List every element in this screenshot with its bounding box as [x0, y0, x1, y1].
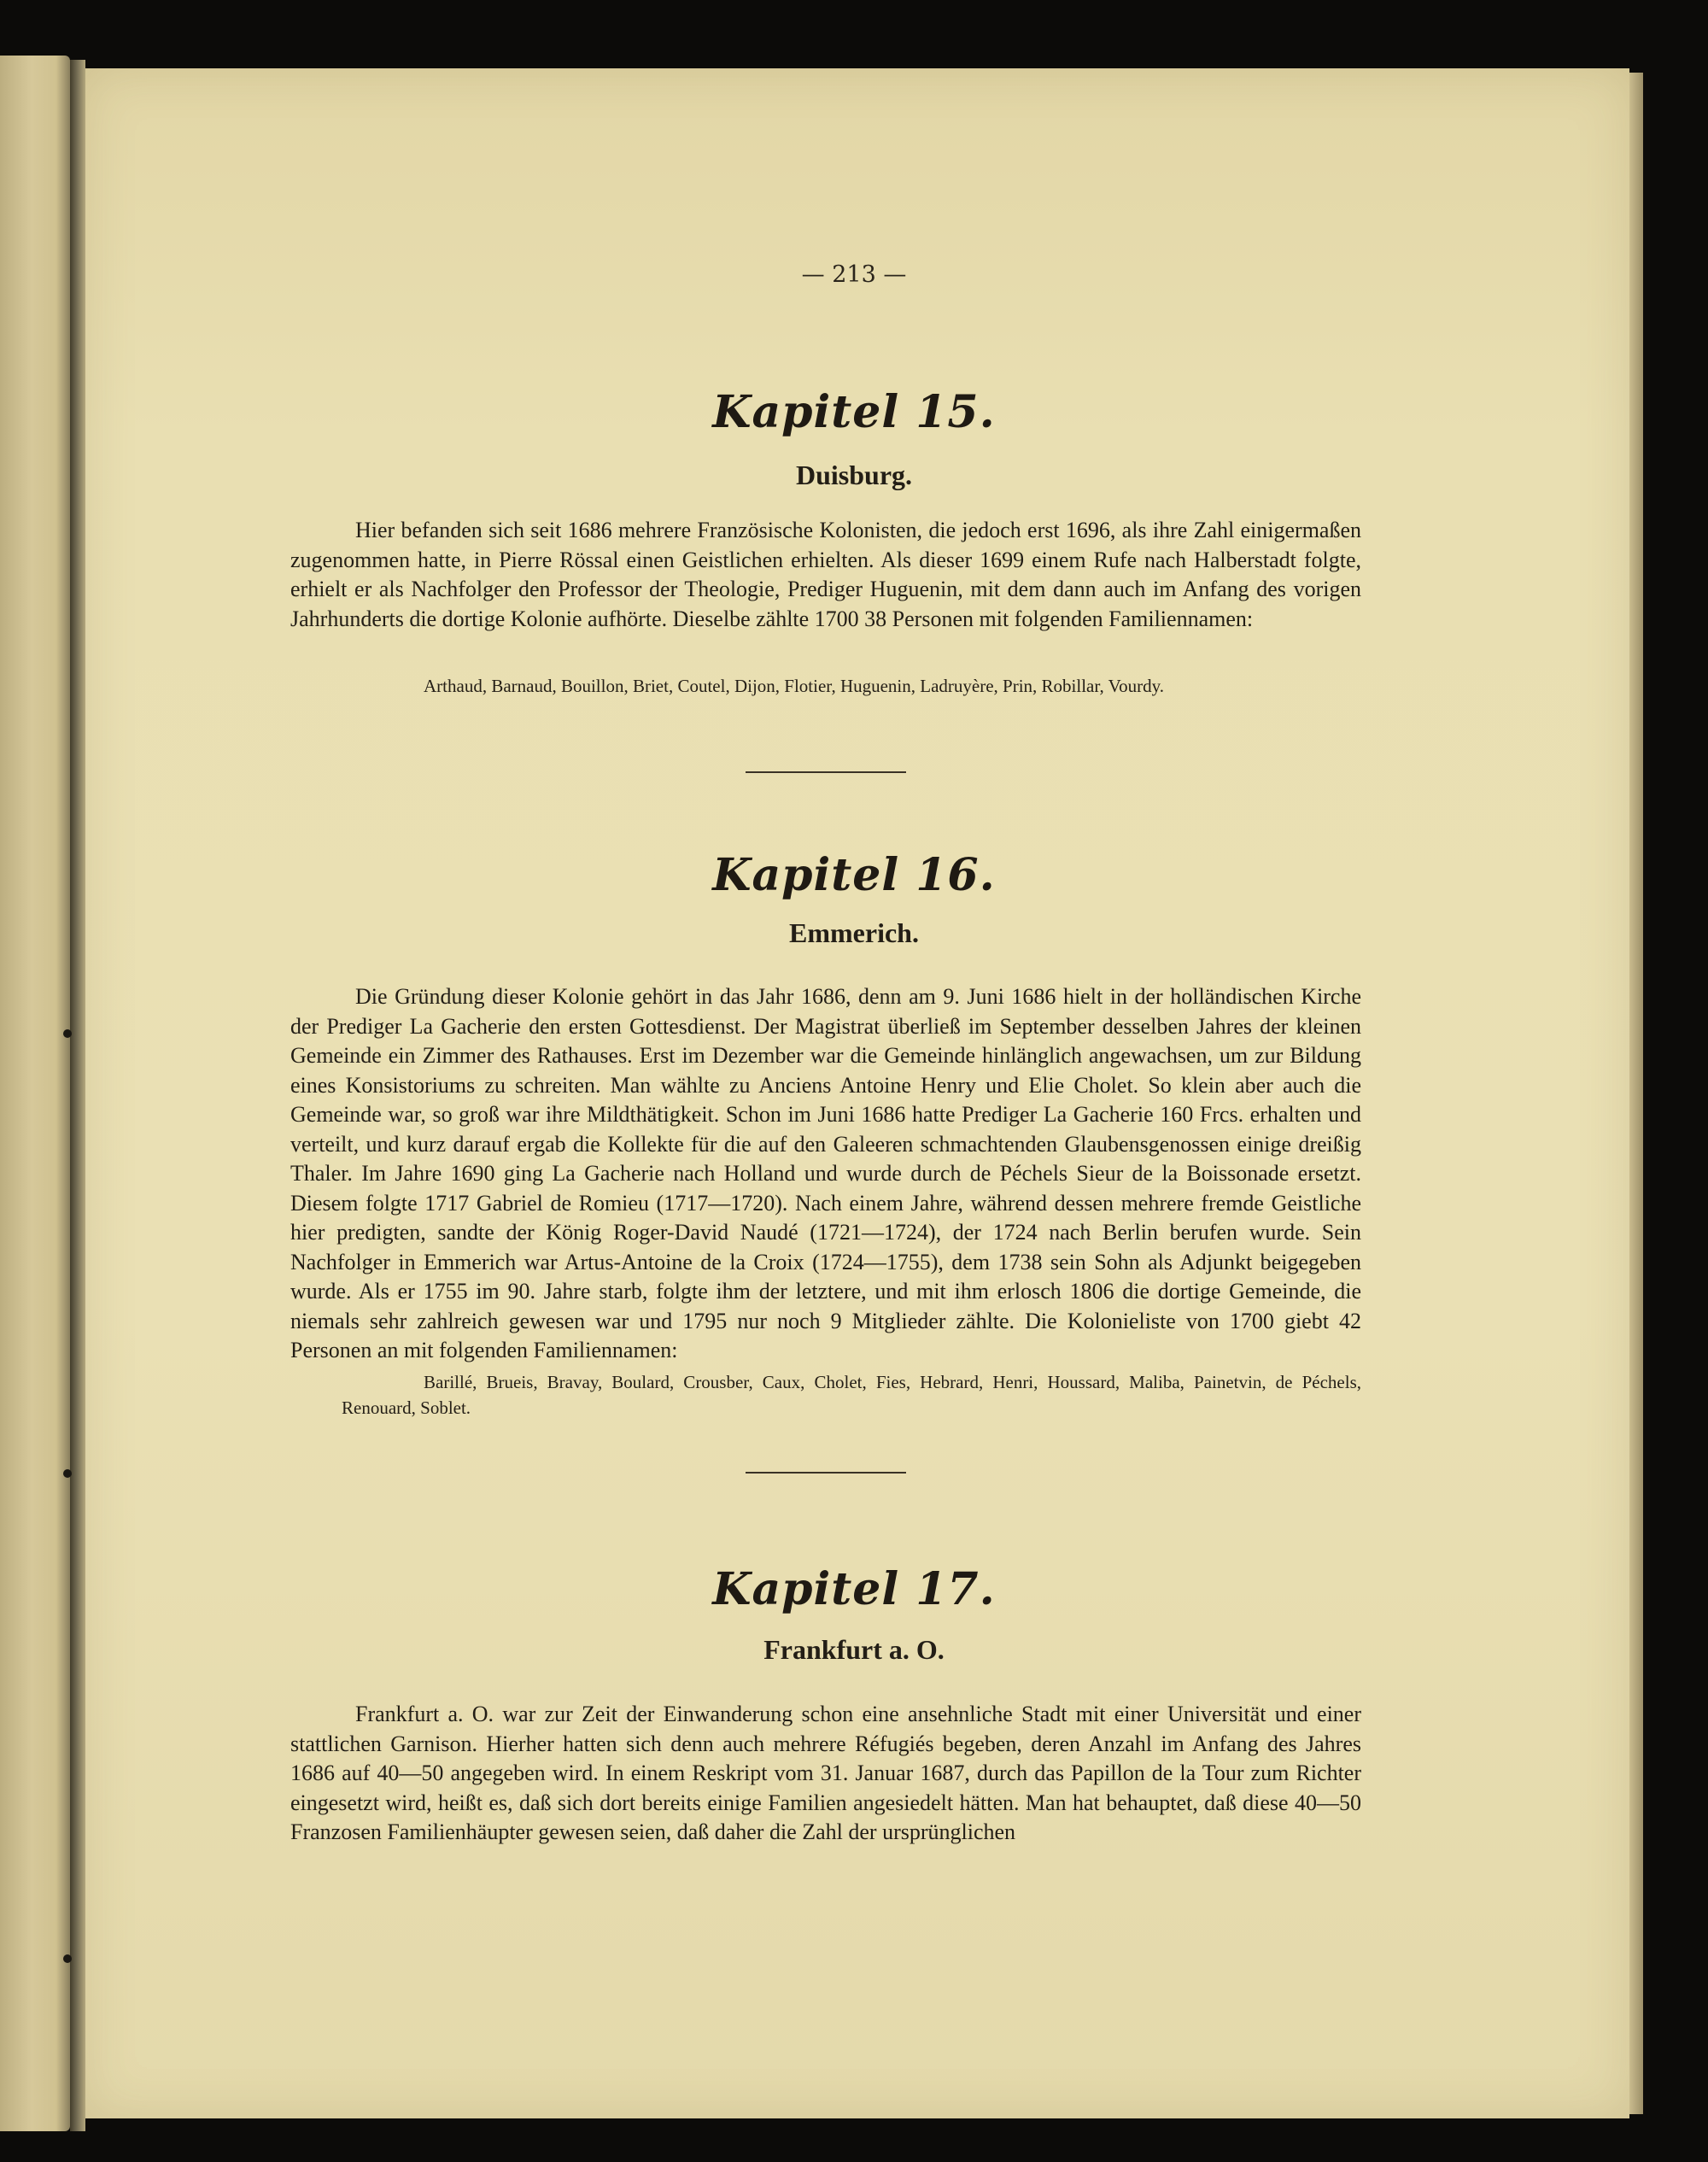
left-page-edge	[0, 56, 70, 2131]
chapter-16-body: Die Gründung dieser Kolonie gehört in das Jahr 1686, denn am 9. Juni 1686 hielt in der holländischen Kirche der Prediger La Gacherie den ersten Gottesdienst. Der Magistrat überließ im September desselben Jahres der kleinen Gemeinde ein Zimmer des Rathauses. Erst im Dezember war die Gemeinde hinlänglich angewachsen, um zur Bildung eines Konsistoriums zu schreiten. Man wählte zu Anciens Antoine Henry und Elie Cholet. So klein aber auch die Gemeinde war, so groß war ihre Mildthätigkeit. Schon im Juni 1686 hatte Prediger La Gacherie 160 Frcs. erhalten und verteilt, und kurz darauf ergab die Kollekte für die auf den Galeeren schmachtenden Glaubensgenossen einige dreißig Thaler. Im Jahre 1690 ging La Gacherie nach Holland und wurde durch de Péchels Sieur de la Boissonade ersetzt. Diesem folgte 1717 Gabriel de Romieu (1717—1720). Nach einem Jahre, während dessen mehrere fremde Geistliche hier predigten, sandte der König Roger-David Naudé (1721—1724), der 1724 nach Berlin berufen wurde. Sein Nachfolger in Emmerich war Artus-Antoine de la Croix (1724—1755), dem 1738 sein Sohn als Adjunkt beigegeben wurde. Als er 1755 im 90. Jahre starb, folgte ihm der letztere, und mit ihm erlosch 1806 die dortige Gemeinde, die niemals sehr zahlreich gewesen war und 1795 nur noch 9 Mitglieder zählte. Die Kolonieliste von 1700 giebt 42 Personen an mit folgenden Familiennamen:	[290, 984, 1361, 1362]
book-gutter	[70, 60, 85, 2131]
chapter-16-title: Kapitel 16.	[712, 849, 996, 901]
chapter-16-family-names: Barillé, Brueis, Bravay, Boulard, Crousber, Caux, Cholet, Fies, Hebrard, Henri, Houssard, Maliba, Painetvin, de Péchels, Renouard, Soblet.	[342, 1372, 1361, 1418]
section-divider	[746, 1472, 906, 1474]
chapter-17-subtitle: Frankfurt a. O.	[763, 1634, 945, 1665]
binding-mark	[63, 1469, 72, 1478]
chapter-17-title: Kapitel 17.	[712, 1563, 996, 1615]
binding-mark	[63, 1029, 72, 1038]
binding-mark	[63, 1954, 72, 1963]
section-divider	[746, 771, 906, 773]
page-fore-edge	[1629, 73, 1643, 2114]
page-number: — 213 —	[801, 261, 907, 288]
chapter-15-body: Hier befanden sich seit 1686 mehrere Französische Kolonisten, die jedoch erst 1696, als ihre Zahl einigermaßen zugenommen hatte, in Pierre Rössal einen Geistlichen erhielten. Als dieser 1699 einem Rufe nach Halberstadt folgte, erhielt er als Nachfolger den Professor der Theologie, Prediger Huguenin, mit dem dann auch im Anfang des vorigen Jahrhunderts die dortige Kolonie aufhörte. Dieselbe zählte 1700 38 Personen mit folgenden Familiennamen:	[290, 518, 1361, 631]
chapter-15-family-names: Arthaud, Barnaud, Bouillon, Briet, Coutel, Dijon, Flotier, Huguenin, Ladruyère, Prin, Robillar, Vourdy.	[424, 676, 1164, 696]
chapter-17-body: Frankfurt a. O. war zur Zeit der Einwanderung schon eine ansehnliche Stadt mit einer Universität und einer stattlichen Garnison. Hierher hatten sich denn auch mehrere Réfugiés begeben, deren Anzahl im Anfang des Jahres 1686 auf 40—50 angegeben wird. In einem Reskript vom 31. Januar 1687, durch das Papillon de la Tour zum Richter eingesetzt wird, heißt es, daß sich dort bereits einige Familien angesiedelt hätten. Man hat behauptet, daß diese 40—50 Franzosen Familienhäupter gewesen seien, daß daher die Zahl der ursprünglichen	[290, 1702, 1361, 1844]
chapter-15-subtitle: Duisburg.	[795, 460, 913, 490]
chapter-15-title: Kapitel 15.	[712, 386, 996, 438]
chapter-16-subtitle: Emmerich.	[789, 917, 919, 948]
